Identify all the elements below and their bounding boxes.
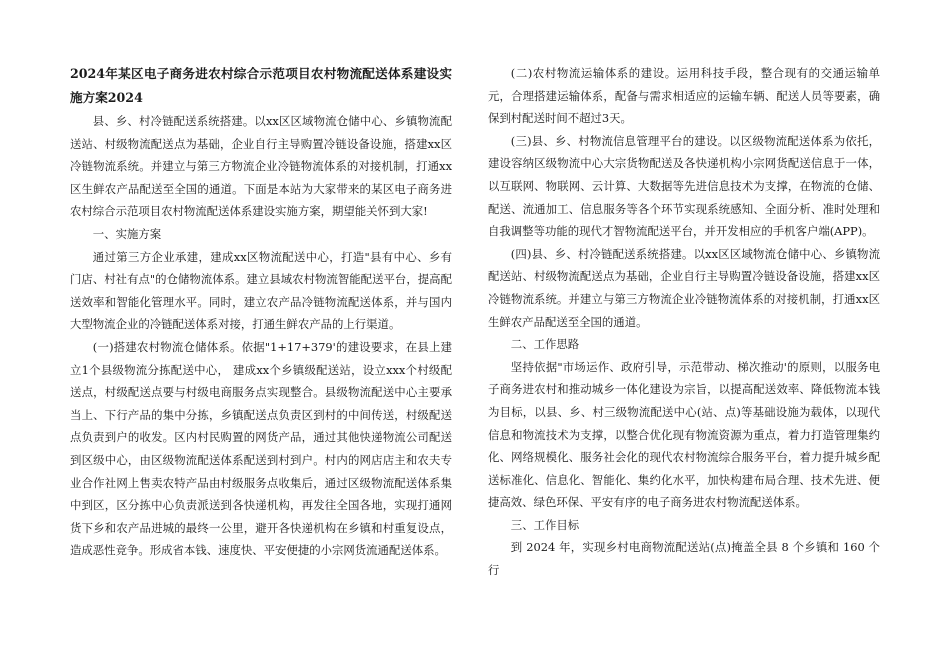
transport-system-paragraph: (二)农村物流运输体系的建设。运用科技手段，整合现有的交通运输单元，合理搭建运输体系，配备与需求相适应的运输车辆、配送人员等要素，确保到村配送时间不超过3天。 xyxy=(488,66,880,126)
approach-paragraph: 坚持依据"市场运作、政府引导，示范带动、梯次推动'的原则，以服务电子商务进农村和推动城乡一体化建设为宗旨，以提高配送效率、降低物流本钱为目标，以县、乡、村三级物流配送中心(站、点)等基础设施为载体，以现代信息和物流技术为支撑，以整合优化现有物流资源为重点，着力打造管理集约化、网络规模化、服务社会化的现代农村物流综合服务平台，着力提升城乡配送标准化、信息化、智能化、集约化水平，加快构建布局合理、技术先进、便捷高效、绿色环保、平安有序的电子商务进农村物流配送体系。 xyxy=(488,359,880,510)
intro-paragraph: 县、乡、村冷链配送系统搭建。以xx区区域物流仓储中心、乡镇物流配送站、村级物流配送点为基础，企业自行主导购置冷链设备设施，搭建xx区冷链物流系统。并建立与第三方物流企业冷链物流体系的对接机制，打通xx区生鲜农产品配送至全国的通道。下面是本站为大家带来的某区电子商务进农村综合示范项目农村物流配送体系建设实施方案，期望能关怀到大家! xyxy=(70,114,452,219)
goals-paragraph: 到 2024 年，实现乡村电商物流配送站(点)掩盖全县 8 个乡镇和 160 个行 xyxy=(488,540,880,578)
document-title: 2024年某区电子商务进农村综合示范项目农村物流配送体系建设实施方案2024 xyxy=(70,66,452,105)
left-column xyxy=(70,62,452,562)
section-heading-goals: 三、工作目标 xyxy=(510,517,580,532)
section-heading-implementation: 一、实施方案 xyxy=(92,226,162,241)
warehouse-system-paragraph: (一)搭建农村物流仓储体系。依据"1+17+379'的建设要求，在县上建立1个县级物流分拣配送中心， 建成xx个乡镇级配送站，设立xxx个村级配送点，村级配送点要与村级电商服务点实现整合。县级物流配送中心主要承当上、下行产品的集中分拣，乡镇配送点负责区到村的中间传送，村级配送点负责到户的收发。区内村民购置的网货产品，通过其他快递物流公司配送到区级中心，由区级物流配送体系配送到村到户。村内的网店店主和农夫专业合作社网上售卖农特产品由村级服务点收集后，通过区级物流配送体系集中到区，区分拣中心负责派送到各快递机构，再发往全国各地，实现打通网货下乡和农产品进城的最终一公里，避开各快递机构在乡镇和村重复设点，造成恶性竞争。形成省本钱、速度快、平安便捷的小宗网货流通配送体系。 xyxy=(70,339,452,558)
cold-chain-paragraph: (四)县、乡、村冷链配送系统搭建。以xx区区域物流仓储中心、乡镇物流配送站、村级物流配送点为基础，企业自行主导购置冷链设备设施，搭建xx区冷链物流系统。并建立与第三方物流企业冷链物流体系的对接机制，打通xx区生鲜农产品配送至全国的通道。 xyxy=(488,246,880,329)
info-platform-paragraph: (三)县、乡、村物流信息管理平台的建设。以区级物流配送体系为依托，建设容纳区级物流中心大宗货物配送及各快递机构小宗网货配送信息于一体，以互联网、物联网、云计算、大数据等先进信息技术为支撑，在物流的仓储、配送、流通加工、信息服务等各个环节实现系统感知、全面分析、准时处理和自我调整等功能的现代才智物流配送平台，并开发相应的手机客户端(APP)。 xyxy=(488,133,880,239)
section-heading-approach: 二、工作思路 xyxy=(510,337,580,352)
implementation-paragraph: 通过第三方企业承建，建成xx区物流配送中心，打造"县有中心、乡有门店、村社有点"的仓储物流体系。建立县域农村物流智能配送平台，提高配送效率和智能化管理水平。同时，建立农产品冷链物流配送体系，并与国内大型物流企业的冷链配送体系对接，打通生鲜农产品的上行渠道。 xyxy=(70,249,452,332)
right-column xyxy=(488,62,880,582)
